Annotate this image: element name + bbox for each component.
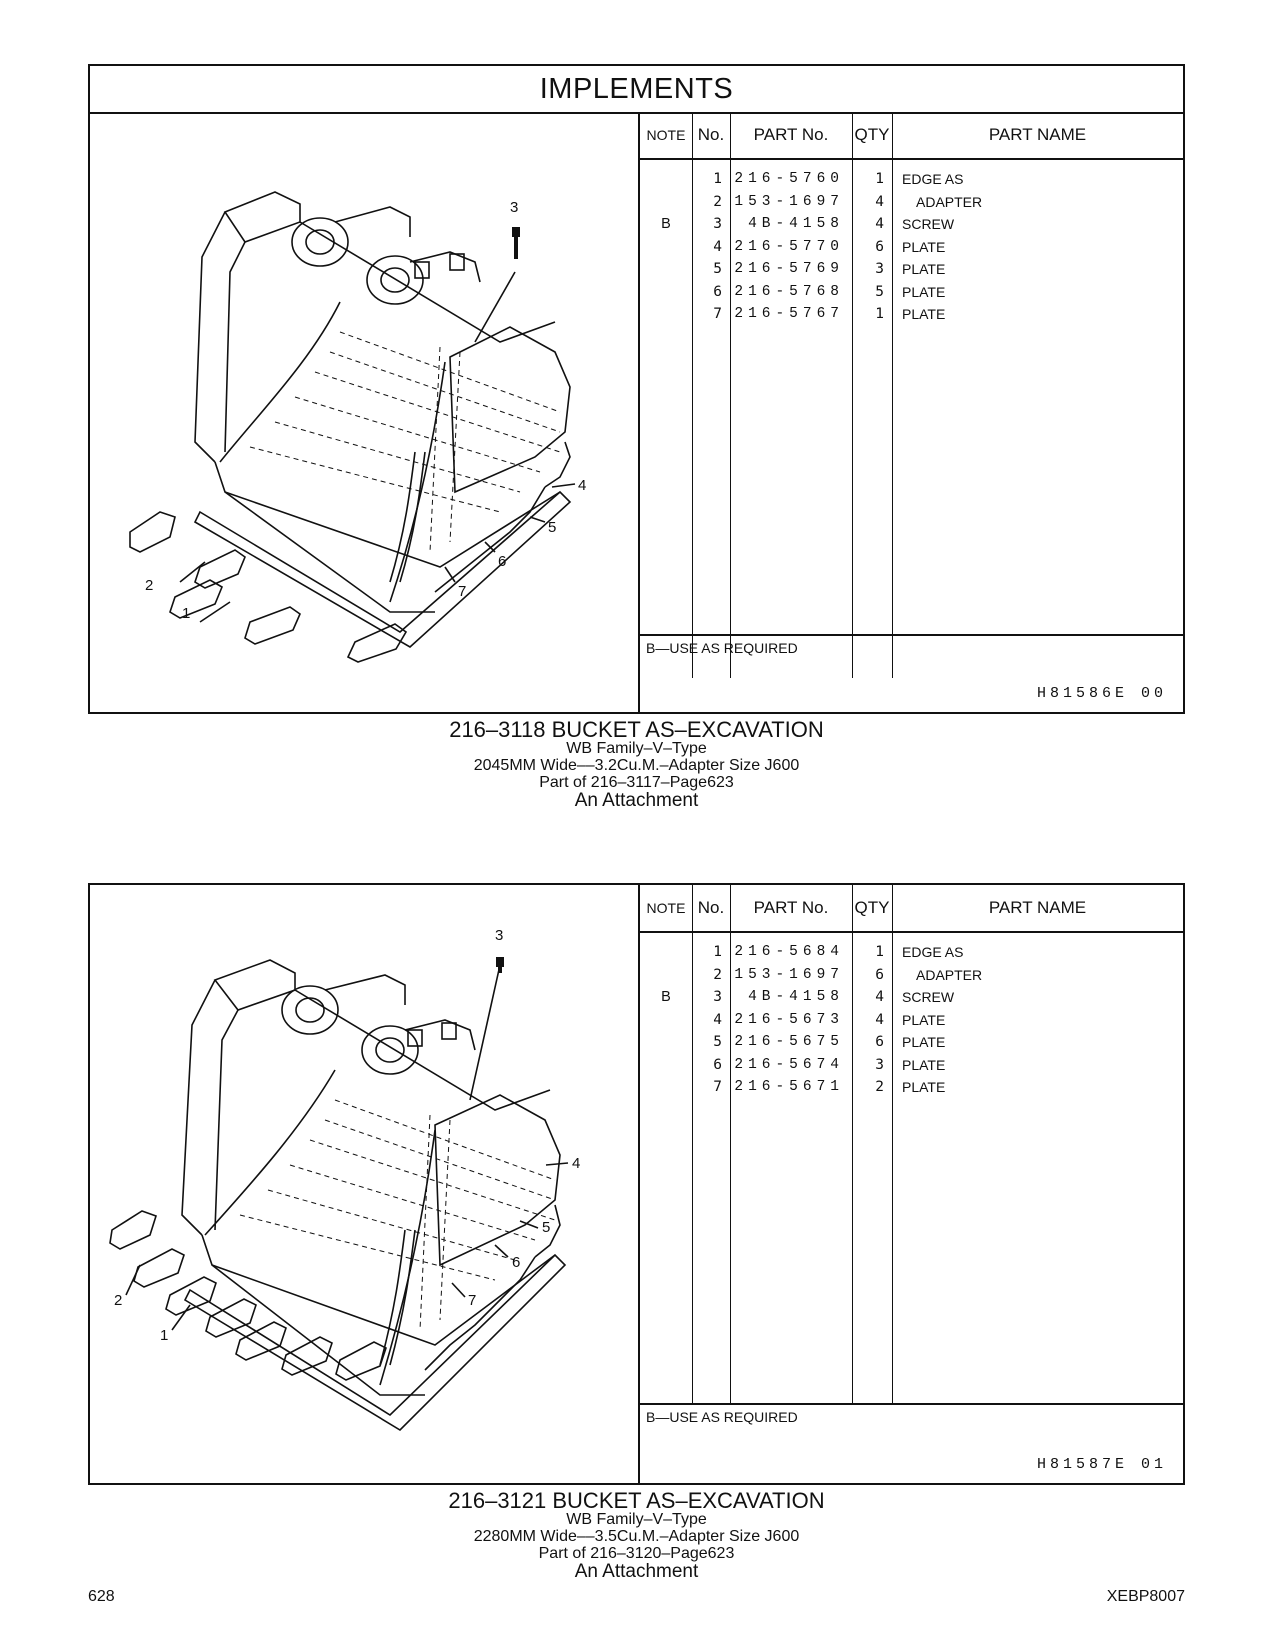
- callout-2: 2: [114, 1292, 123, 1309]
- part-name-cell: PLATE: [902, 1079, 946, 1095]
- header-note: NOTE: [646, 900, 686, 916]
- table-header: [640, 112, 1183, 160]
- table-row: [640, 303, 1183, 326]
- footnote: B—USE AS REQUIRED: [646, 640, 798, 656]
- table-row: [640, 281, 1183, 304]
- item-number-cell: 6: [713, 1056, 722, 1073]
- item-number-cell: 2: [713, 193, 722, 210]
- callout-2: 2: [145, 577, 154, 594]
- header-part-no: PART No.: [753, 125, 829, 144]
- quantity-cell: 1: [875, 944, 884, 960]
- callout-1: 1: [160, 1327, 169, 1344]
- part-name-cell: PLATE: [902, 1056, 946, 1073]
- section-title: IMPLEMENTS: [90, 66, 1183, 114]
- callout-4: 4: [572, 1155, 581, 1172]
- quantity-cell: 4: [875, 989, 884, 1005]
- table-row: [640, 258, 1183, 281]
- bucket-illustration-2: [90, 885, 638, 1483]
- table-row: [640, 964, 1183, 987]
- reference-code: H81586E 00: [1036, 685, 1167, 702]
- table-rows: [640, 168, 1183, 326]
- quantity-cell: 6: [875, 966, 884, 983]
- caption-title: 216–3121 BUCKET AS–EXCAVATION: [448, 1488, 825, 1513]
- note-cell: B: [661, 216, 671, 232]
- header-part-name: PART NAME: [988, 898, 1087, 917]
- item-number-cell: 4: [713, 238, 722, 255]
- header-qty: QTY: [854, 898, 890, 917]
- note-cell: B: [661, 989, 671, 1005]
- callout-3: 3: [510, 199, 519, 216]
- item-number-cell: 4: [713, 1011, 722, 1028]
- item-number-cell: 6: [713, 283, 722, 300]
- table-row: [640, 191, 1183, 214]
- item-number-cell: 7: [713, 1079, 722, 1095]
- callout-5: 5: [548, 519, 557, 536]
- part-number-cell: 216-5673: [734, 1011, 844, 1028]
- part-name-cell: PLATE: [902, 306, 946, 322]
- part-number-cell: 216-5770: [734, 238, 844, 255]
- part-number-cell: 216-5767: [734, 306, 844, 322]
- quantity-cell: 3: [875, 261, 884, 277]
- quantity-cell: 5: [875, 283, 884, 300]
- header-no: No.: [697, 125, 725, 144]
- callout-7: 7: [468, 1292, 477, 1309]
- callout-6: 6: [498, 553, 507, 570]
- part-number-cell: 4B-4158: [748, 989, 844, 1005]
- table-footer: [640, 634, 1183, 712]
- quantity-cell: 6: [875, 238, 884, 255]
- caption-line-4: An Attachment: [574, 790, 699, 812]
- part-name-cell: EDGE AS: [902, 944, 964, 960]
- header-part-name: PART NAME: [988, 125, 1087, 144]
- part-name-cell: PLATE: [902, 283, 946, 300]
- part-name-cell: PLATE: [902, 1034, 946, 1050]
- quantity-cell: 4: [875, 193, 884, 210]
- item-number-cell: 1: [713, 171, 722, 187]
- parts-panel-2: [88, 883, 1185, 1485]
- part-number-cell: 216-5675: [734, 1034, 844, 1050]
- callout-1: 1: [182, 605, 191, 622]
- part-number-cell: 216-5674: [734, 1056, 844, 1073]
- part-number-cell: 216-5684: [734, 944, 844, 960]
- caption-line-3: Part of 216–3117–Page623: [539, 773, 734, 791]
- parts-table-2: [638, 885, 1183, 1483]
- callout-6: 6: [512, 1254, 521, 1271]
- part-number-cell: 216-5760: [734, 171, 844, 187]
- part-number-cell: 153-1697: [734, 193, 844, 210]
- caption-line-1: WB Family–V–Type: [566, 740, 707, 758]
- table-footer: [640, 1403, 1183, 1483]
- parts-table-1: [638, 112, 1183, 712]
- part-name-cell: SCREW: [902, 216, 955, 232]
- table-header: [640, 885, 1183, 933]
- caption-line-4: An Attachment: [574, 1561, 699, 1583]
- table-row: [640, 213, 1183, 236]
- callout-7: 7: [458, 583, 467, 600]
- quantity-cell: 6: [875, 1034, 884, 1050]
- part-name-cell: PLATE: [902, 261, 946, 277]
- table-row: [640, 1076, 1183, 1099]
- quantity-cell: 3: [875, 1056, 884, 1073]
- header-qty: QTY: [854, 125, 890, 144]
- caption-line-2: 2045MM Wide––3.2Cu.M.–Adapter Size J600: [473, 756, 800, 774]
- bucket-diagram-1: [90, 112, 638, 712]
- item-number-cell: 3: [713, 989, 722, 1005]
- parts-panel-1: [88, 64, 1185, 714]
- bucket-diagram-2: [90, 885, 638, 1483]
- quantity-cell: 1: [875, 306, 884, 322]
- part-name-cell: PLATE: [902, 1011, 946, 1028]
- item-number-cell: 3: [713, 216, 722, 232]
- item-number-cell: 5: [713, 261, 722, 277]
- caption-1: [88, 718, 1185, 811]
- item-number-cell: 7: [713, 306, 722, 322]
- bucket-illustration-1: [90, 112, 638, 712]
- part-name-cell: PLATE: [902, 238, 946, 255]
- item-number-cell: 5: [713, 1034, 722, 1050]
- item-number-cell: 1: [713, 944, 722, 960]
- caption-title: 216–3118 BUCKET AS–EXCAVATION: [449, 717, 824, 742]
- table-row: [640, 1031, 1183, 1054]
- part-number-cell: 153-1697: [734, 966, 844, 983]
- caption-2: [88, 1489, 1185, 1582]
- table-row: [640, 986, 1183, 1009]
- table-row: [640, 941, 1183, 964]
- header-note: NOTE: [646, 127, 686, 143]
- callout-4: 4: [578, 477, 587, 494]
- quantity-cell: 4: [875, 1011, 884, 1028]
- footnote: B—USE AS REQUIRED: [646, 1409, 798, 1425]
- callout-5: 5: [542, 1219, 551, 1236]
- part-name-cell: SCREW: [902, 989, 955, 1005]
- caption-line-2: 2280MM Wide––3.5Cu.M.–Adapter Size J600: [473, 1527, 800, 1545]
- part-name-cell: EDGE AS: [902, 171, 964, 187]
- part-number-cell: 216-5671: [734, 1079, 844, 1095]
- quantity-cell: 4: [875, 216, 884, 232]
- header-part-no: PART No.: [753, 898, 829, 917]
- part-number-cell: 216-5768: [734, 283, 844, 300]
- callout-3: 3: [495, 927, 504, 944]
- item-number-cell: 2: [713, 966, 722, 983]
- part-name-cell: ADAPTER: [916, 966, 983, 983]
- quantity-cell: 1: [875, 171, 884, 187]
- part-number-cell: 216-5769: [734, 261, 844, 277]
- page-number: 628: [88, 1588, 115, 1605]
- table-row: [640, 1054, 1183, 1077]
- part-number-cell: 4B-4158: [748, 216, 844, 232]
- caption-line-3: Part of 216–3120–Page623: [538, 1544, 735, 1562]
- header-no: No.: [697, 898, 725, 917]
- table-row: [640, 1009, 1183, 1032]
- caption-line-1: WB Family–V–Type: [566, 1511, 707, 1529]
- table-rows: [640, 941, 1183, 1099]
- document-code: XEBP8007: [1106, 1588, 1185, 1605]
- table-row: [640, 168, 1183, 191]
- table-row: [640, 236, 1183, 259]
- reference-code: H81587E 01: [1036, 1456, 1167, 1473]
- quantity-cell: 2: [875, 1079, 884, 1095]
- part-name-cell: ADAPTER: [916, 193, 983, 210]
